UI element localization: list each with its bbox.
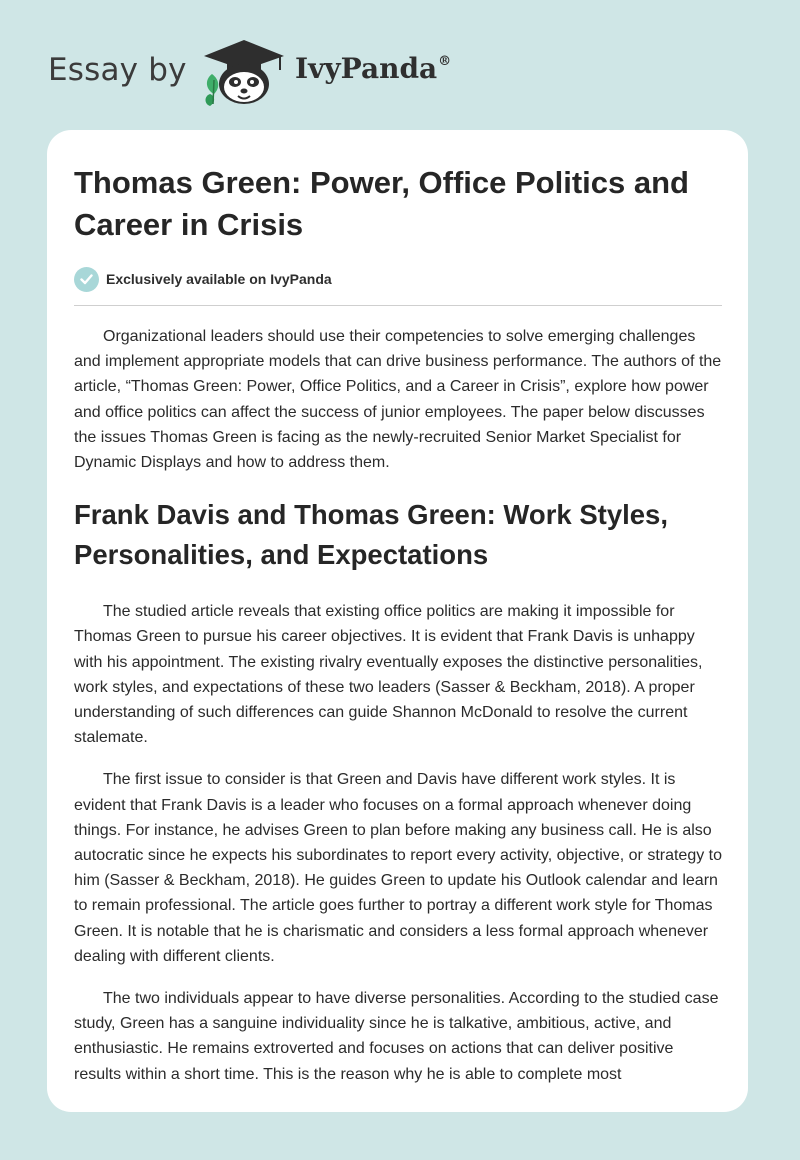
divider <box>74 305 722 306</box>
check-circle-icon <box>74 267 99 292</box>
intro-paragraph: Organizational leaders should use their competencies to solve emerging challenges and implement appropriate models that can drive business performance. The authors of the article, “Thomas Green: Power, Office Politics, and a Career in Crisis”, explore how power and office politics can affect the success of junior employees. The paper below discusses the issues Thomas Green is facing as the newly-recruited Senior Market Specialist for Dynamic Displays and how to address them. <box>74 328 722 472</box>
site-header <box>48 34 768 106</box>
exclusive-badge <box>74 266 722 292</box>
brand-name[interactable]: IvyPanda® <box>295 52 452 85</box>
essay-title: Thomas Green: Power, Office Politics and Career in Crisis <box>74 165 689 242</box>
body-paragraph: The two individuals appear to have diverse personalities. According to the studied case study, Green has a sanguine individuality since he is talkative, ambitious, active, and enthusiastic. He remains extroverted and focuses on actions that can deliver positive results within a short time. This is the reason why he is able to complete most <box>74 990 719 1083</box>
section-heading: Frank Davis and Thomas Green: Work Styles, Personalities, and Expectations <box>74 499 668 571</box>
essay-content <box>74 162 722 1087</box>
essay-card <box>47 130 748 1112</box>
panda-logo-icon[interactable] <box>200 34 290 106</box>
body-paragraph: The studied article reveals that existing office politics are making it impossible for Thomas Green to pursue his career objectives. It is evident that Frank Davis is unhappy with his appointment. The existing rivalry eventually exposes the distinctive personalities, work styles, and expectations of these two leaders (Sasser & Beckham, 2018). A proper understanding of such differences can guide Shannon McDonald to resolve the current stalemate. <box>74 603 703 747</box>
exclusive-label: Exclusively available on IvyPanda <box>106 271 332 287</box>
brand-prefix: Essay by <box>48 52 187 88</box>
registered-mark: ® <box>438 53 452 69</box>
body-paragraph: The first issue to consider is that Green and Davis have different work styles. It is evident that Frank Davis is a leader who focuses on a formal approach whenever doing things. For instance, he advises Green to plan before making any business call. He is also autocratic since he expects his subordinates to report every activity, objective, or strategy to him (Sasser & Beckham, 2018). He guides Green to update his Outlook calendar and learn to remain professional. The article goes further to portray a different work style for Thomas Green. It is notable that he is charismatic and considers a less formal approach whenever dealing with different clients. <box>74 771 723 965</box>
